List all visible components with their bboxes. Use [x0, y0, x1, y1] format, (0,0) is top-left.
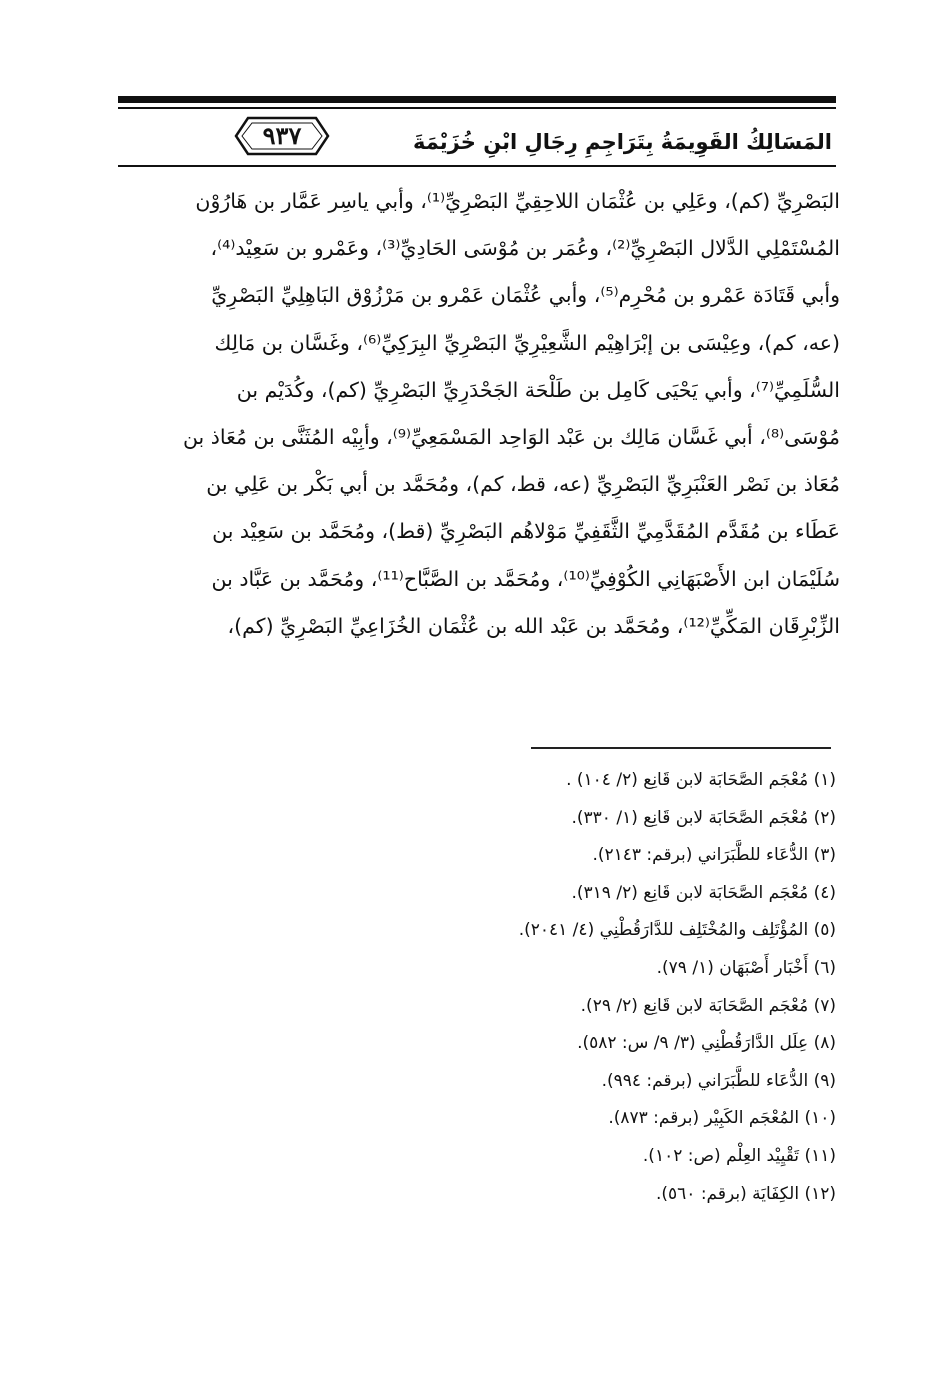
text-line: الزِّبْرِقَان المَكِّيِّ⁽¹²⁾، ومُحَمَّد بن عَبْد الله بن عُثْمَان الخُزَاعِيِّ البَصْرِيِّ (كم)، — [227, 613, 840, 638]
text-line: البَصْرِيِّ (كم)، وعَلِي بن عُثْمَان اللاحِقِيِّ البَصْرِيِّ⁽¹⁾، وأبي ياسِر عَمَّار بن هَارُوْن — [195, 189, 840, 213]
text-line: المُسْتَمْلِي الدَّلال البَصْرِيِّ⁽²⁾، وعُمَر بن مُوْسَى الحَادِيِّ⁽³⁾، وعَمْرو بن سَعِيْد⁽⁴⁾، — [210, 236, 840, 261]
footnote-item: (٤) مُعْجَم الصَّحَابَة لابن قَانِع (٢/ ٣١٩). — [571, 882, 836, 903]
footnote-item: (٧) مُعْجَم الصَّحَابَة لابن قَانِع (٢/ ٢٩). — [580, 995, 836, 1016]
header-rule-bottom — [118, 165, 836, 167]
text-line: مُعَاذ بن نَصْر العَنْبَرِيِّ البَصْرِيِّ (عه، قط، كم)، ومُحَمَّد بن أبي بَكْر بن عَلِي بن — [206, 472, 840, 497]
header-rule-thick — [118, 96, 836, 103]
text-line: السُّلَمِيِّ⁽⁷⁾، وأبي يَحْيَى كَامِل بن طَلْحَة الجَحْدَرِيِّ البَصْرِيِّ (كم)، وكُدَيْم بن — [236, 377, 840, 402]
text-line: سُلَيْمَان ابن الأَصْبَهَانِي الكُوْفِيِّ⁽¹⁰⁾، ومُحَمَّد بن الصَّبَّاح⁽¹¹⁾، ومُحَمَّد بن عَبَّاد بن — [211, 566, 840, 591]
footnotes — [300, 762, 836, 1213]
page-header — [118, 96, 836, 171]
footnote-item: (٩) الدُّعَاء للطَّبَرَاني (برقم: ٩٩٤). — [601, 1070, 836, 1091]
footnote-separator — [531, 747, 831, 749]
page-number-badge — [232, 114, 332, 158]
footnote-item: (١١) تَقْيِيْد العِلْم (ص: ١٠٢). — [642, 1145, 836, 1166]
footnote-item: (١) مُعْجَم الصَّحَابَة لابن قَانِع (٢/ ١٠٤) . — [566, 770, 836, 790]
footnote-item: (٨) عِلَل الدَّارَقُطْنِي (٣/ ٩/ س: ٥٨٢). — [577, 1033, 836, 1054]
text-line: عَطَاء بن مُقَدَّم المُقَدَّمِيِّ الثَّقَفِيِّ مَوْلاهُم البَصْرِيِّ (قط)، ومُحَمَّد بن سَعِيْد بن — [212, 519, 840, 544]
footnote-item: (١٢) الكِفَايَة (برقم: ٥٦٠). — [655, 1183, 836, 1204]
header-rule-thin — [118, 107, 836, 109]
text-line: (عه، كم)، وعِيْسَى بن إبْرَاهِيْم الشَّعِيْرِيِّ البَصْرِيِّ البِرَكِيِّ⁽⁶⁾، وغَسَّان بن مَالِك — [214, 330, 840, 355]
running-title: المَسَالِكُ القَوِيمَةُ بِتَرَاجِمِ رِجَالِ ابْنِ خُزَيْمَةَ — [412, 130, 832, 154]
footnote-item: (١٠) المُعْجَم الكَبِيْر (برقم: ٨٧٣). — [608, 1108, 836, 1129]
text-line: وأبي قَتَادَة عَمْرو بن مُحْرِم⁽⁵⁾، وأبي عُثْمَان عَمْرو بن مَرْزُوْق البَاهِلِيِّ البَصْرِيِّ — [211, 283, 840, 308]
text-line: مُوْسَى⁽⁸⁾، أبي غَسَّان مَالِك بن عَبْد الوَاحِد المَسْمَعِيِّ⁽⁹⁾، وأبِيْه المُثَنَّى بن مُعَاذ بن — [182, 424, 840, 449]
footnote-item: (٥) المُؤْتَلِف والمُخْتَلِف للدَّارَقُطْنِي (٤/ ٢٠٤١). — [518, 920, 836, 941]
footnote-item: (٣) الدُّعَاء للطَّبَرَاني (برقم: ٢١٤٣). — [592, 845, 836, 866]
page-number: ٩٣٧ — [262, 121, 302, 150]
footnote-item: (٢) مُعْجَم الصَّحَابَة لابن قَانِع (١/ ٣٣٠). — [571, 807, 836, 828]
main-text — [124, 178, 840, 650]
footnote-item: (٦) أَخْبَار أَصْبَهَان (١/ ٧٩). — [656, 957, 836, 978]
